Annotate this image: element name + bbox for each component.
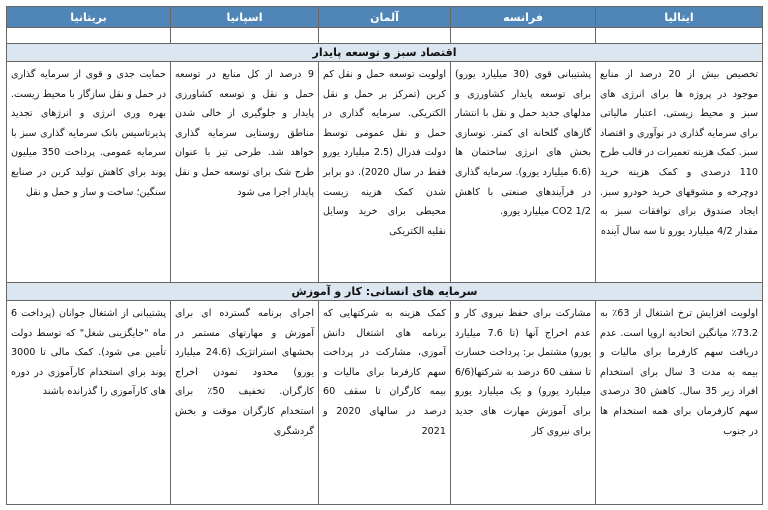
- cell-germany-labor: کمک هزینه به شرکتهایی که برنامه های اشتغال دانش آموزی، مشارکت در پرداخت سهم کارفرما برای مالیات و بیمه کارگران تا سقف 60 درصد در سالهای 2020 و 2021: [319, 301, 451, 505]
- cell-italy-green: تخصیص بیش از 20 درصد از منابع موجود در پروژه ها برای انرژی های سبز و محیط زیستی. اعتبار مالیاتی برای سرمایه گذاری در نوآوری و اقتصاد سبز. کمک هزینه تعمیرات در قالب طرح 110 درصدی و کمک هزینه خرید دوچرخه و مشوقهای خرید خودرو سبز. ایجاد صندوق برای توافقات سبز به مقدار 4/2 میلیارد یورو تا سه سال آینده: [596, 62, 763, 283]
- empty-cell: [596, 28, 763, 44]
- cell-france-green: پشتیبانی قوی (30 میلیارد یورو) برای توسعه پایدار کشاورزی و مدلهای جدید حمل و نقل با انتشار گازهای گلخانه ای کمتر. نوسازی بخش های انرژی ساختمان ها (6.6 میلیارد یورو). سرمایه گذاری در فرآیندهای صنعتی با کاهش CO2 1/2 میلیارد یورو.: [451, 62, 596, 283]
- cell-uk-green: حمایت جدی و قوی از سرمایه گذاری در حمل و نقل سازگار با محیط زیست. بهره وری انرژی و انرژهای تجدید پذیرتاسیس بانک سرمایه گذاری سبز با سرمایه عمومی. پرداخت 350 میلیون پوند برای کاهش تولید کربن در صنایع سنگین؛ ساخت و ساز و حمل و نقل: [7, 62, 171, 283]
- table-row-green-economy: [7, 62, 763, 283]
- policy-comparison-table-container: [6, 6, 762, 505]
- column-header-germany: آلمان: [319, 7, 451, 28]
- column-header-france: فرانسه: [451, 7, 596, 28]
- empty-cell: [451, 28, 596, 44]
- header-row: [7, 7, 763, 28]
- table-row-human-capital: [7, 301, 763, 505]
- column-header-italy: ایتالیا: [596, 7, 763, 28]
- empty-cell: [7, 28, 171, 44]
- column-header-spain: اسپانیا: [171, 7, 319, 28]
- section-title-green-economy: اقتصاد سبز و توسعه پایدار: [7, 44, 763, 62]
- cell-uk-labor: پشتیبانی از اشتغال جوانان (پرداخت 6 ماه "جایگزینی شغل" که توسط دولت تأمین می شود). کمک مالی تا 3000 پوند برای استخدام کارآموزی در دوره های کارآموزی را گذرانده باشند: [7, 301, 171, 505]
- cell-spain-green: 9 درصد از کل منابع در توسعه حمل و نقل و توسعه کشاورزی پایدار و جلوگیری از خالی شدن مناطق روستایی سرمایه گذاری خواهد شد. طرحی تیز با عنوان طرح شک برای توسعه حمل و نقل پایدار اجرا می شود: [171, 62, 319, 283]
- empty-cell: [171, 28, 319, 44]
- cell-germany-green: اولویت توسعه حمل و نقل کم کربن (تمرکز بر حمل و نقل الکتریکی. سرمایه گذاری در حمل و نقل عمومی توسط دولت فدرال (2.5 میلیارد یورو فقط در سال 2020). دو برابر شدن کمک هزینه زیست محیطی برای خرید وسایل نقلیه الکتریکی: [319, 62, 451, 283]
- blank-row: [7, 28, 763, 44]
- policy-comparison-table: [6, 6, 763, 505]
- cell-spain-labor: اجرای برنامه گسترده ای برای آموزش و مهارتهای مستمر در بخشهای استراتژیک (24.6 میلیارد یورو) محدود نمودن اخراج کارگران. تخفیف 50٪ برای استخدام کارگران موقت و بخش گردشگری: [171, 301, 319, 505]
- empty-cell: [319, 28, 451, 44]
- cell-france-labor: مشارکت برای حفظ نیروی کار و عدم اخراج آنها (تا 7.6 میلیارد یورو) مشتمل بر: پرداخت خسارت تا سقف 60 درصد به شرکتها(6/6 میلیارد یورو) و یک میلیارد یورو برای آموزش مهارت های جدید برای نیروی کار: [451, 301, 596, 505]
- section-row-green-economy: [7, 44, 763, 62]
- section-row-human-capital: [7, 283, 763, 301]
- cell-italy-labor: اولویت افزایش ترخ اشتغال از 63٪ به 73.2٪ میانگین اتحادیه اروپا است. عدم دریافت سهم کارفرما برای مالیات و بیمه به مدت 3 سال برای استخدام افراد زیر 35 سال. کاهش 30 درصدی سهم کارفرمان برای همه استخدام ها در جنوب: [596, 301, 763, 505]
- section-title-human-capital: سرمایه های انسانی: کار و آموزش: [7, 283, 763, 301]
- column-header-uk: بریتانیا: [7, 7, 171, 28]
